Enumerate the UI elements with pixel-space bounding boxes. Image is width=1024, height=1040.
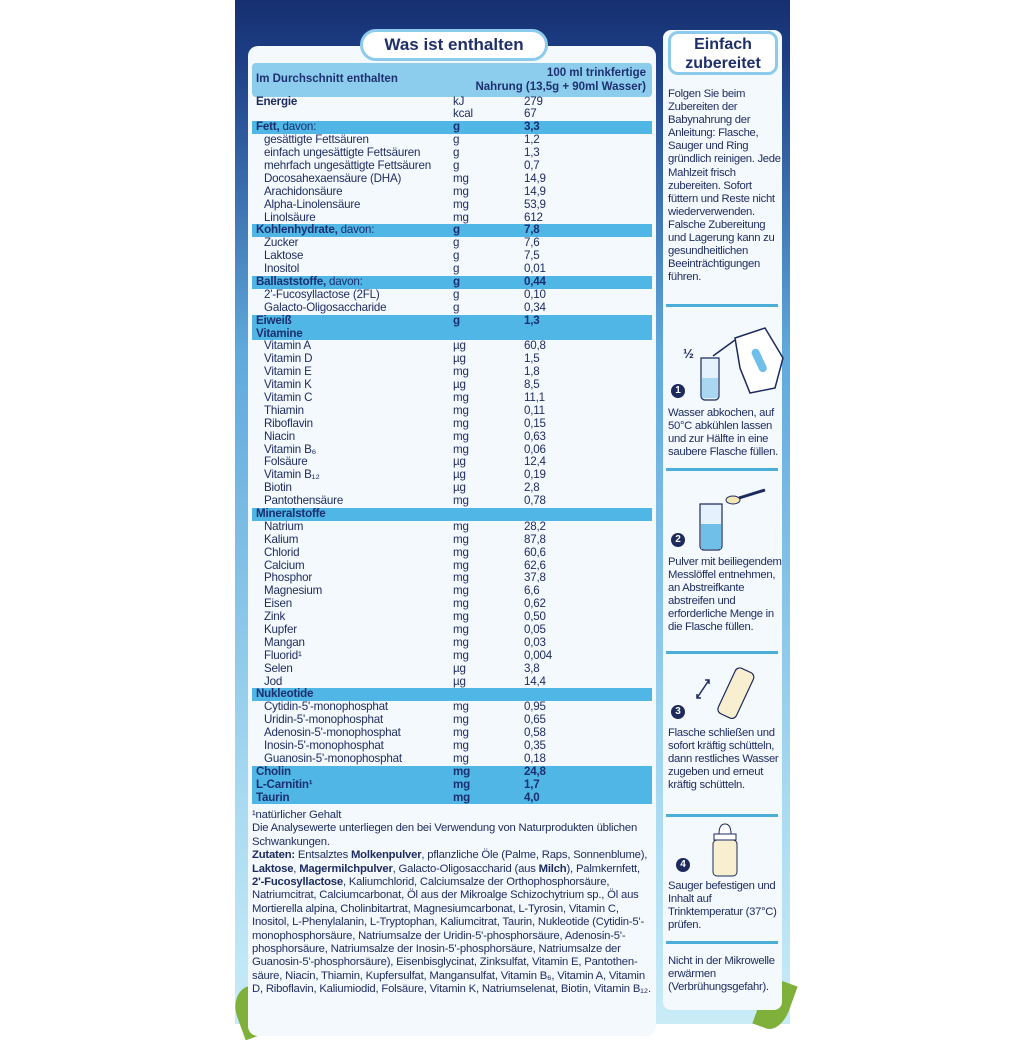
row-label: Cholin <box>256 764 291 778</box>
analysis-note: Die Analysewerte unterliegen den bei Verwendung von Naturprodukten üblichen Schwankungen. <box>252 822 638 848</box>
row-unit: mg <box>453 545 469 559</box>
ingredients <box>252 849 652 996</box>
ingredient-segment: Milch <box>538 862 567 875</box>
header-left: Im Durchschnitt enthalten <box>256 73 398 85</box>
title-line1: Einfach <box>694 36 752 53</box>
row-unit: µg <box>453 455 466 469</box>
row-value: 0,004 <box>524 648 553 662</box>
row-value: 0,78 <box>524 494 546 508</box>
baby-bottle-icon <box>705 820 745 880</box>
row-value: 1,7 <box>524 777 540 791</box>
row-label: Eiweiß <box>256 313 292 327</box>
ingredient-segment: , Kaliumchlorid, Calciumsalze der Orthophosphorsäure, Natriumcitrat, Calciumcarbonat, Öl aus der Mikroalge Schizochytrium sp., Öl aus Mortierella alpina, Cholinbitartrat, Magnesiumcarbonat, L-Tyrosin, Vitamin C, Inositol, L-Phenylalanin, L-Tryptophan, Kaliumcitrat, Taurin, Nukleotide (Cytidin-5'-monophosphorsäure, Natriumsalze der Uridin-5'-phosphorsäure, Adenosin-5'-phosphorsäure, Natriumsalze der Inosin-5'-phosphorsäure, Natriumsalze der Guanosin-5'-phosphorsäure), Eisenbisglycinat, Zinksulfat, Vitamin E, Pantothen-säure, Niacin, Thiamin, Kupfersulfat, Mangansulfat, Vitamin B₆, Vitamin A, Vitamin D, Riboflavin, Kaliumiodid, Folsäure, Vitamin K, Natriumselenat, Biotin, Vitamin B₁₂. <box>252 876 651 996</box>
row-label: Uridin-5'-monophosphat <box>264 713 383 727</box>
header-right <box>475 66 646 94</box>
row-label: Kohlenhydrate, davon: <box>256 223 375 237</box>
table-row <box>252 740 652 753</box>
table-row <box>252 237 652 250</box>
row-label: Nukleotide <box>256 687 314 701</box>
ingredient-segment: Laktose <box>252 862 294 875</box>
table-row <box>252 302 652 315</box>
header-right-line1: 100 ml trinkfertige <box>546 67 646 79</box>
table-row <box>252 340 652 353</box>
row-unit: mg <box>453 726 469 740</box>
row-unit: mg <box>453 390 469 404</box>
step-number-4: 4 <box>676 858 690 872</box>
divider <box>666 941 778 944</box>
row-unit: mg <box>453 171 469 185</box>
row-value: 3,8 <box>524 661 540 675</box>
row-label: Vitamin A <box>264 339 311 353</box>
row-unit: µg <box>453 468 466 482</box>
row-unit: g <box>453 287 460 301</box>
row-unit: mg <box>453 442 469 456</box>
header-right-line2: Nahrung (13,5g + 90ml Wasser) <box>475 81 646 93</box>
table-row <box>252 418 652 431</box>
row-value: 0,44 <box>524 274 546 288</box>
row-unit: g <box>453 274 460 288</box>
step-number-3: 3 <box>671 705 685 719</box>
table-row <box>252 315 652 328</box>
row-unit: mg <box>453 635 469 649</box>
row-value: 1,2 <box>524 133 540 147</box>
kettle-pouring-icon <box>695 318 785 403</box>
row-unit: mg <box>453 184 469 198</box>
row-unit: g <box>453 236 460 250</box>
row-label: Niacin <box>264 429 296 443</box>
row-label: Arachidonsäure <box>264 184 343 198</box>
title-line2: zubereitet <box>685 55 761 72</box>
notes <box>252 809 652 997</box>
row-label: Calcium <box>264 558 305 572</box>
table-row <box>252 173 652 186</box>
row-unit: mg <box>453 365 469 379</box>
row-label: mehrfach ungesättigte Fettsäuren <box>264 158 431 172</box>
row-label: Riboflavin <box>264 416 313 430</box>
preparation-intro: Folgen Sie beim Zubereiten der Babynahrung der Anleitung: Flasche, Sauger und Ring gründlich reinigen. Jede Mahlzeit frisch zubereiten. Sofort füttern und Reste nicht wiederverwenden. Falsche Zubereitung und Lagerung kann zu gesundheitlichen Beeinträchtigungen führen. <box>668 88 781 284</box>
row-label: Fett, davon: <box>256 120 317 134</box>
measuring-spoon-icon <box>695 488 775 553</box>
row-value: 14,9 <box>524 171 546 185</box>
row-unit: mg <box>453 532 469 546</box>
row-label: Energie <box>256 94 298 108</box>
row-unit: mg <box>453 777 470 791</box>
step-2-text: Pulver mit beiliegendem Messlöffel entnehmen, an Abstreifkante abstreifen und erforderliche Menge in die Flasche füllen. <box>668 556 782 634</box>
row-value: 0,11 <box>524 403 545 417</box>
row-label: Vitamin K <box>264 378 312 392</box>
shake-bottle-icon <box>695 660 775 725</box>
table-row <box>252 366 652 379</box>
row-label: Laktose <box>264 249 304 263</box>
row-value: 12,4 <box>524 455 546 469</box>
row-unit: mg <box>453 416 469 430</box>
row-unit: µg <box>453 674 466 688</box>
row-label: Vitamin D <box>264 352 313 366</box>
row-label: Linolsäure <box>264 210 316 224</box>
table-row <box>252 392 652 405</box>
row-value: 0,34 <box>524 300 546 314</box>
table-row <box>252 598 652 611</box>
ingredient-segment: Magermilchpulver <box>299 862 393 875</box>
row-unit: g <box>453 146 460 160</box>
half-label: ½ <box>683 346 694 361</box>
row-value: 1,3 <box>524 313 540 327</box>
row-value: 60,8 <box>524 339 546 353</box>
microwave-warning: Nicht in der Mikrowelle erwärmen (Verbrühungsgefahr). <box>668 955 775 994</box>
row-value: 0,95 <box>524 700 546 714</box>
row-label: 2'-Fucosyllactose (2FL) <box>264 287 380 301</box>
row-label: Vitamin E <box>264 365 312 379</box>
row-label: Cytidin-5'-monophosphat <box>264 700 388 714</box>
row-value: 53,9 <box>524 197 546 211</box>
divider <box>666 304 778 307</box>
row-label: Galacto-Oligosaccharide <box>264 300 387 314</box>
row-unit: mg <box>453 739 469 753</box>
row-value: 14,9 <box>524 184 546 198</box>
row-label: Mineralstoffe <box>256 507 326 520</box>
table-row <box>252 444 652 457</box>
table-row <box>252 289 652 302</box>
row-label: Ballaststoffe, davon: <box>256 274 363 288</box>
table-header <box>252 63 652 97</box>
row-unit: kcal <box>453 107 473 121</box>
row-value: 0,15 <box>524 416 546 430</box>
table-row <box>252 328 652 341</box>
ingredient-segment: , pflanzliche Öle (Palme, Raps, Sonnenblume), <box>421 849 648 862</box>
row-value: 67 <box>524 107 537 121</box>
table-row <box>252 792 652 805</box>
row-unit: mg <box>453 519 469 533</box>
row-value: 0,7 <box>524 158 540 172</box>
ingredient-segment: , Galacto-Oligosaccharid (aus <box>392 862 539 875</box>
table-row <box>252 379 652 392</box>
row-label: Eisen <box>264 597 293 611</box>
row-value: 11,1 <box>524 390 545 404</box>
divider <box>666 468 778 471</box>
row-value: 1,3 <box>524 146 540 160</box>
row-unit: kJ <box>453 94 465 108</box>
row-value: 0,58 <box>524 726 546 740</box>
row-unit: mg <box>453 429 469 443</box>
table-row <box>252 250 652 263</box>
row-value: 24,8 <box>524 764 546 778</box>
table-row <box>252 186 652 199</box>
row-unit: µg <box>453 661 466 675</box>
row-label: Inosin-5'-monophosphat <box>264 739 384 753</box>
row-unit: g <box>453 120 460 134</box>
table-row <box>252 96 652 109</box>
row-value: 0,10 <box>524 287 546 301</box>
row-value: 4,0 <box>524 790 540 804</box>
row-label: Zink <box>264 610 286 624</box>
table-row <box>252 753 652 766</box>
row-value: 612 <box>524 210 543 224</box>
row-value: 0,35 <box>524 739 546 753</box>
row-unit: mg <box>453 558 469 572</box>
row-unit: mg <box>453 713 469 727</box>
table-row <box>252 276 652 289</box>
row-unit: mg <box>453 210 469 224</box>
row-value: 60,6 <box>524 545 546 559</box>
row-value: 14,4 <box>524 674 546 688</box>
step-4-text: Sauger befestigen und Inhalt auf Trinktemperatur (37°C) prüfen. <box>668 880 777 932</box>
ingredient-segment: 2'-Fucosyllactose <box>252 876 343 889</box>
row-unit: mg <box>453 197 469 211</box>
row-label: Folsäure <box>264 455 308 469</box>
row-unit: g <box>453 262 460 276</box>
row-value: 8,5 <box>524 378 540 392</box>
table-row <box>252 353 652 366</box>
row-value: 0,01 <box>524 262 546 276</box>
table-row <box>252 585 652 598</box>
row-value: 0,62 <box>524 597 546 611</box>
table-row <box>252 469 652 482</box>
row-unit: g <box>453 133 460 147</box>
row-value: 62,6 <box>524 558 546 572</box>
table-row <box>252 611 652 624</box>
row-value: 0,65 <box>524 713 546 727</box>
row-value: 7,6 <box>524 236 540 250</box>
row-unit: g <box>453 249 460 263</box>
row-unit: mg <box>453 700 469 714</box>
row-unit: µg <box>453 481 466 495</box>
row-label: einfach ungesättigte Fettsäuren <box>264 146 421 160</box>
table-row <box>252 521 652 534</box>
ingredient-segment: Molkenpulver <box>350 849 422 862</box>
table-row <box>252 224 652 237</box>
table-row <box>252 534 652 547</box>
footnote: ¹natürlicher Gehalt <box>252 809 342 821</box>
row-label: Vitamin B₁₂ <box>264 468 320 482</box>
row-value: 7,5 <box>524 249 540 263</box>
divider <box>666 814 778 817</box>
row-value: 0,18 <box>524 751 546 765</box>
row-label: Zucker <box>264 236 299 250</box>
row-unit: g <box>453 313 460 327</box>
row-unit: g <box>453 223 460 237</box>
row-unit: mg <box>453 571 469 585</box>
row-label: Natrium <box>264 519 304 533</box>
row-label: Docosahexaensäure (DHA) <box>264 171 402 185</box>
table-row <box>252 431 652 444</box>
row-unit: g <box>453 300 460 314</box>
row-unit: mg <box>453 597 469 611</box>
step-number-2: 2 <box>671 533 685 547</box>
row-label-suffix: davon: <box>337 223 375 237</box>
row-label: Vitamine <box>256 326 303 340</box>
table-row <box>252 160 652 173</box>
row-value: 0,50 <box>524 610 546 624</box>
row-value: 0,63 <box>524 429 546 443</box>
table-row <box>252 663 652 676</box>
row-label: Kupfer <box>264 623 297 637</box>
row-value: 37,8 <box>524 571 546 585</box>
ingredient-segment: Zutaten: <box>252 849 295 862</box>
ingredient-segment: ), Palmkernfett, <box>566 862 640 875</box>
table-row <box>252 508 652 521</box>
row-unit: mg <box>453 584 469 598</box>
row-label-suffix: davon: <box>326 274 363 288</box>
row-label: Thiamin <box>264 403 304 417</box>
row-unit: mg <box>453 764 470 778</box>
row-value: 7,8 <box>524 223 540 237</box>
row-value: 28,2 <box>524 519 546 533</box>
row-label: Adenosin-5'-monophosphat <box>264 726 401 740</box>
row-label: Biotin <box>264 481 292 495</box>
row-value: 0,19 <box>524 468 546 482</box>
row-label: Inositol <box>264 262 300 276</box>
row-unit: mg <box>453 623 469 637</box>
preparation-title <box>668 31 778 75</box>
row-unit: mg <box>453 610 469 624</box>
table-row <box>252 560 652 573</box>
row-label: Jod <box>264 674 283 688</box>
row-value: 1,8 <box>524 365 540 379</box>
row-label: Vitamin B₆ <box>264 442 317 456</box>
table-row <box>252 650 652 663</box>
row-label: Magnesium <box>264 584 323 598</box>
ingredient-segment: Entsalztes <box>294 849 351 862</box>
row-value: 6,6 <box>524 584 540 598</box>
table-row <box>252 624 652 637</box>
row-label: Alpha-Linolensäure <box>264 197 361 211</box>
table-row <box>252 766 652 779</box>
row-label: Taurin <box>256 790 290 804</box>
row-label: L-Carnitin¹ <box>256 777 313 791</box>
row-unit: mg <box>453 403 469 417</box>
row-label: Phosphor <box>264 571 313 585</box>
row-label: Vitamin C <box>264 390 313 404</box>
table-row <box>252 637 652 650</box>
row-value: 87,8 <box>524 532 546 546</box>
row-value: 0,03 <box>524 635 546 649</box>
table-row <box>252 199 652 212</box>
row-unit: mg <box>453 751 469 765</box>
row-value: 3,3 <box>524 120 540 134</box>
table-row <box>252 779 652 792</box>
row-value: 0,05 <box>524 623 546 637</box>
divider <box>666 651 778 654</box>
row-unit: µg <box>453 378 466 392</box>
row-unit: g <box>453 158 460 172</box>
row-unit: mg <box>453 648 469 662</box>
row-value: 0,06 <box>524 442 546 456</box>
step-3-text: Flasche schließen und sofort kräftig schütteln, dann restliches Wasser zugeben und erneut kräftig schütteln. <box>668 727 779 792</box>
row-unit: µg <box>453 352 466 366</box>
row-label: Pantothensäure <box>264 494 344 508</box>
row-label: Chlorid <box>264 545 300 559</box>
row-label: Guanosin-5'-monophosphat <box>264 751 402 765</box>
row-label: Kalium <box>264 532 299 546</box>
step-1-text: Wasser abkochen, auf 50°C abkühlen lassen und zur Hälfte in eine saubere Flasche füllen. <box>668 407 778 459</box>
nutrition-table <box>252 96 652 805</box>
table-row <box>252 405 652 418</box>
step-number-1: 1 <box>671 384 685 398</box>
row-label-suffix: davon: <box>279 120 317 134</box>
row-label: Selen <box>264 661 293 675</box>
nutrition-title: Was ist enthalten <box>360 29 548 61</box>
row-value: 1,5 <box>524 352 540 366</box>
row-label: gesättigte Fettsäuren <box>264 133 369 147</box>
row-value: 279 <box>524 94 543 108</box>
row-unit: mg <box>453 494 469 508</box>
row-value: 2,8 <box>524 481 540 495</box>
table-row <box>252 547 652 560</box>
row-label: Mangan <box>264 635 305 649</box>
row-unit: mg <box>453 790 470 804</box>
row-unit: µg <box>453 339 466 353</box>
ingredient-segment: , <box>293 862 300 875</box>
row-label: Fluorid¹ <box>264 648 302 662</box>
